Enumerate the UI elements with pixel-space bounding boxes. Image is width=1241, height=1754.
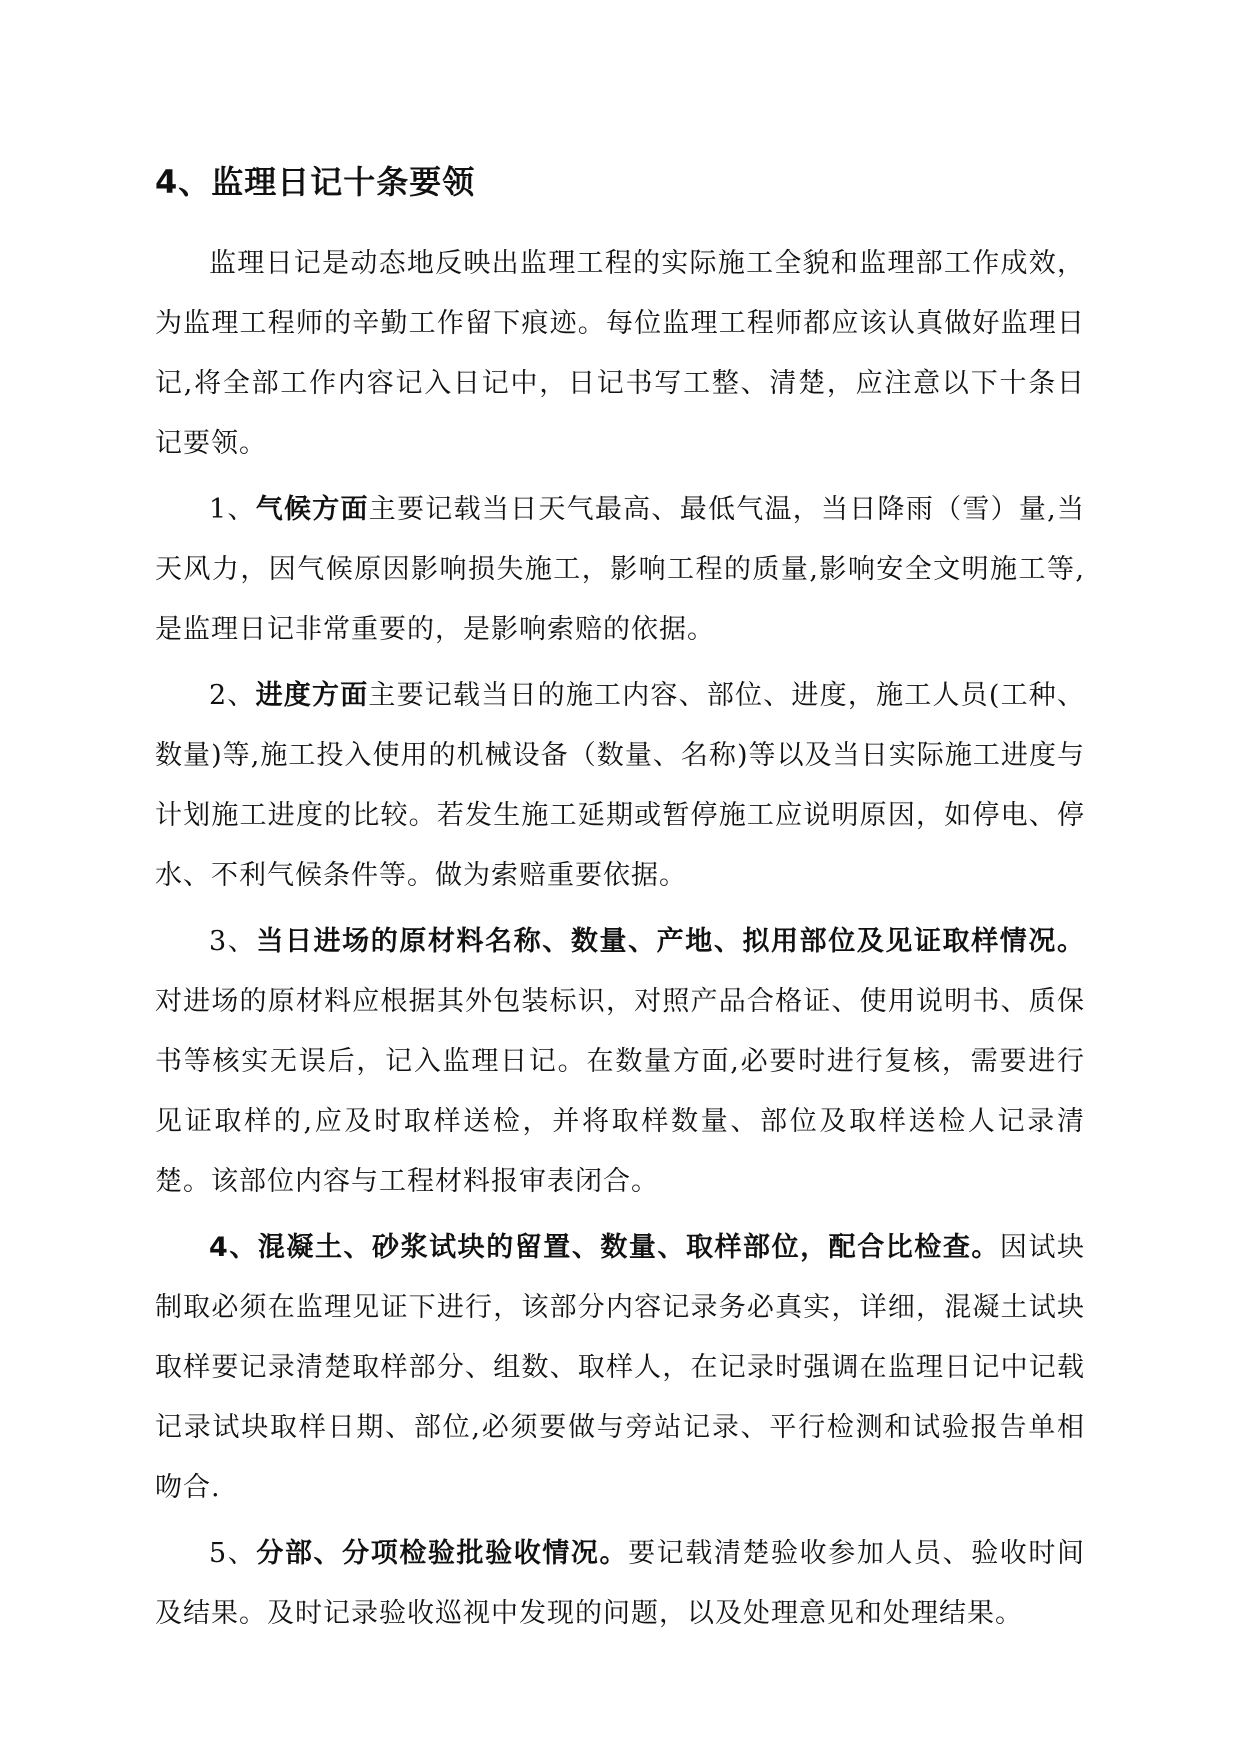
item-2-number: 2、 bbox=[209, 680, 256, 711]
item-4-number: 4、 bbox=[209, 1232, 258, 1263]
item-5-body: 要记载清楚验收参加人员、验收时间及结果。及时记录验收巡视中发现的问题，以及处理意见和处理结果。 bbox=[155, 1538, 1085, 1629]
item-2-heading: 进度方面 bbox=[255, 680, 369, 711]
item-4-paragraph bbox=[155, 1218, 1085, 1518]
item-1-paragraph bbox=[155, 480, 1085, 660]
item-3-heading: 当日进场的原材料名称、数量、产地、拟用部位及见证取样情况。 bbox=[256, 926, 1085, 957]
item-3-paragraph bbox=[155, 912, 1085, 1212]
item-2-paragraph bbox=[155, 666, 1085, 906]
item-2-body: 主要记载当日的施工内容、部位、进度，施工人员(工种、数量)等,施工投入使用的机械设备（数量、名称)等以及当日实际施工进度与计划施工进度的比较。若发生施工延期或暂停施工应说明原因，如停电、停水、不利气候条件等。做为索赔重要依据。 bbox=[155, 680, 1085, 891]
item-3-number: 3、 bbox=[209, 926, 257, 957]
document-content bbox=[155, 160, 1085, 1650]
item-1-number: 1、 bbox=[209, 494, 256, 525]
section-title: 4、监理日记十条要领 bbox=[155, 163, 476, 201]
item-5-heading: 分部、分项检验批验收情况。 bbox=[256, 1538, 629, 1569]
item-1-body: 主要记载当日天气最高、最低气温，当日降雨（雪）量,当天风力，因气候原因影响损失施工，影响工程的质量,影响安全文明施工等,是监理日记非常重要的，是影响索赔的依据。 bbox=[155, 494, 1085, 645]
item-1-heading: 气候方面 bbox=[255, 494, 369, 525]
item-5-number: 5、 bbox=[209, 1538, 257, 1569]
intro-paragraph: 监理日记是动态地反映出监理工程的实际施工全貌和监理部工作成效，为监理工程师的辛勤工作留下痕迹。每位监理工程师都应该认真做好监理日记,将全部工作内容记入日记中，日记书写工整、清楚，应注意以下十条日记要领。 bbox=[155, 248, 1085, 459]
item-5-paragraph bbox=[155, 1524, 1085, 1644]
item-4-body: 因试块制取必须在监理见证下进行，该部分内容记录务必真实，详细，混凝土试块取样要记录清楚取样部分、组数、取样人，在记录时强调在监理日记中记载记录试块取样日期、部位,必须要做与旁站记录、平行检测和试验报告单相吻合. bbox=[155, 1232, 1086, 1503]
item-3-body: 对进场的原材料应根据其外包装标识，对照产品合格证、使用说明书、质保书等核实无误后，记入监理日记。在数量方面,必要时进行复核，需要进行见证取样的,应及时取样送检，并将取样数量、部位及取样送检人记录清楚。该部位内容与工程材料报审表闭合。 bbox=[155, 986, 1085, 1197]
item-4-heading: 混凝土、砂浆试块的留置、数量、取样部位，配合比检查。 bbox=[257, 1232, 1000, 1263]
